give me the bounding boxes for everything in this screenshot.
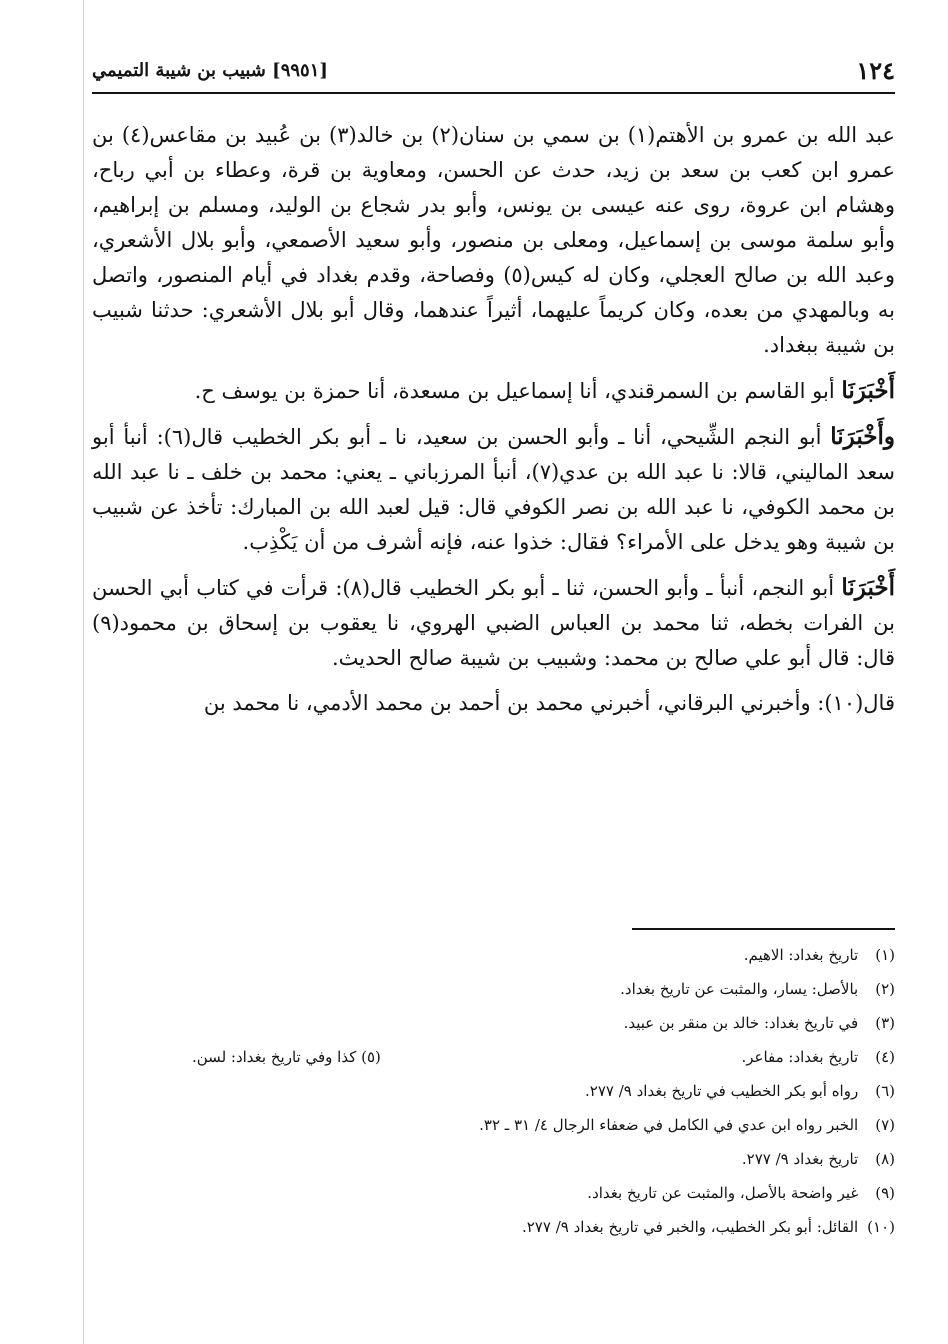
footnote-text: تاريخ بغداد: الاهيم. <box>743 946 859 964</box>
footnote-text: تاريخ بغداد: مفاعر. <box>741 1048 859 1066</box>
footnote-9 <box>180 1176 895 1210</box>
footnote-10 <box>180 1210 895 1244</box>
main-text <box>92 118 895 721</box>
page-header <box>92 56 895 94</box>
paragraph-text: أبو النجم الشِّيحي، أنا ـ وأبو الحسن بن سعيد، نا ـ أبو بكر الخطيب قال(٦): أنبأ أبو سعد الماليني، قالا: نا عبد الله بن عدي(٧)، أنبأ المرزباني ـ يعني: محمد بن خلف ـ نا عبد الله بن محمد الكوفي، نا عبد الله بن نصر الكوفي قال: قيل لعبد الله بن المبارك: تأخذ عن شبيب بن شيبة وهو يدخل على الأمراء؟ فقال: خذوا عنه، فإنه أشرف من أن يَكْذِب. <box>92 425 895 554</box>
footnote-number: (٢) <box>875 980 895 998</box>
lead-word: أَخْبَرَنَا <box>841 574 896 601</box>
paragraph-text: أبو القاسم بن السمرقندي، أنا إسماعيل بن مسعدة، أنا حمزة بن يوسف ح. <box>194 379 842 403</box>
scan-edge-line <box>83 0 84 1344</box>
paragraph-text: عبد الله بن عمرو بن الأهتم(١) بن سمي بن سنان(٢) بن خالد(٣) بن عُبيد بن مقاعس(٤) بن عمرو ابن كعب بن سعد بن زيد، حدث عن الحسن، ومعاوية بن قرة، وعطاء بن أبي رباح، وهشام ابن عروة، روى عنه عيسى بن يونس، وأبو بدر شجاع بن الوليد، ومسلم بن إبراهيم، وأبو سلمة موسى بن إسماعيل، ومعلى بن منصور، وأبو سعيد الأصمعي، وأبو بلال الأشعري، وعبد الله بن صالح العجلي، وكان له كيس(٥) وفصاحة، وقدم بغداد في أيام المنصور، واتصل به وبالمهدي من بعده، وكان كريماً عليهما، أثيراً عندهما، وقال أبو بلال الأشعري: حدثنا شبيب بن شيبة ببغداد. <box>92 123 895 357</box>
footnote-number: (٨) <box>875 1150 895 1168</box>
paragraph-isnad-3 <box>92 570 895 676</box>
footnote-number: (٧) <box>875 1116 895 1134</box>
footnote-7 <box>180 1108 895 1142</box>
paragraph-isnad-2 <box>92 419 895 560</box>
paragraph-isnad-4 <box>92 686 895 721</box>
footnote-6 <box>180 1074 895 1108</box>
footnote-4 <box>741 1048 895 1066</box>
footnote-3 <box>180 1006 895 1040</box>
footnote-number: (٤) <box>875 1048 895 1066</box>
page-number: ١٢٤ <box>856 56 895 85</box>
paragraph-text: قال(١٠): وأخبرني البرقاني، أخبرني محمد بن أحمد بن محمد الأدمي، نا محمد بن <box>203 691 895 715</box>
footnote-number: (٥) <box>361 1048 381 1066</box>
footnote-rule <box>632 928 895 930</box>
footnote-2 <box>180 972 895 1006</box>
footnote-8 <box>180 1142 895 1176</box>
footnote-text: كذا وفي تاريخ بغداد: لسن. <box>192 1048 357 1066</box>
footnote-1 <box>180 938 895 972</box>
paragraph-biography <box>92 118 895 363</box>
header-rule <box>92 92 895 94</box>
footnote-text: رواه أبو بكر الخطيب في تاريخ بغداد ٩/ ٢٧٧. <box>585 1082 859 1100</box>
footnote-number: (٩) <box>875 1184 895 1202</box>
footnotes <box>180 938 895 1244</box>
running-title: [٩٩٥١] شبيب بن شيبة التميمي <box>92 60 328 81</box>
footnote-text: غير واضحة بالأصل، والمثبت عن تاريخ بغداد. <box>587 1184 859 1202</box>
lead-word: وأَخْبَرَنَا <box>830 423 895 450</box>
footnote-number: (١) <box>875 946 895 964</box>
paragraph-isnad-1 <box>92 373 895 409</box>
footnote-text: تاريخ بغداد ٩/ ٢٧٧. <box>741 1150 859 1168</box>
footnote-5 <box>192 1040 381 1074</box>
footnote-text: الخبر رواه ابن عدي في الكامل في ضعفاء الرجال ٤/ ٣١ ـ ٣٢. <box>479 1116 859 1134</box>
footnote-text: في تاريخ بغداد: خالد بن منقر بن عبيد. <box>623 1014 859 1032</box>
footnote-row-4-5 <box>180 1040 895 1074</box>
footnote-number: (٦) <box>875 1082 895 1100</box>
lead-word: أَخْبَرَنَا <box>841 377 895 404</box>
footnote-number: (١٠) <box>867 1218 895 1236</box>
footnote-text: بالأصل: يسار، والمثبت عن تاريخ بغداد. <box>620 980 859 998</box>
paragraph-text: أبو النجم، أنبأ ـ وأبو الحسن، ثنا ـ أبو بكر الخطيب قال(٨): قرأت في كتاب أبي الحسن بن الفرات بخطه، ثنا محمد بن العباس الضبي الهروي، نا يعقوب بن إسحاق بن محمود(٩) قال: قال أبو علي صالح بن محمد: وشبيب بن شيبة صالح الحديث. <box>92 576 895 670</box>
footnote-number: (٣) <box>875 1014 895 1032</box>
footnote-text: القائل: أبو بكر الخطيب، والخبر في تاريخ بغداد ٩/ ٢٧٧. <box>521 1218 859 1236</box>
